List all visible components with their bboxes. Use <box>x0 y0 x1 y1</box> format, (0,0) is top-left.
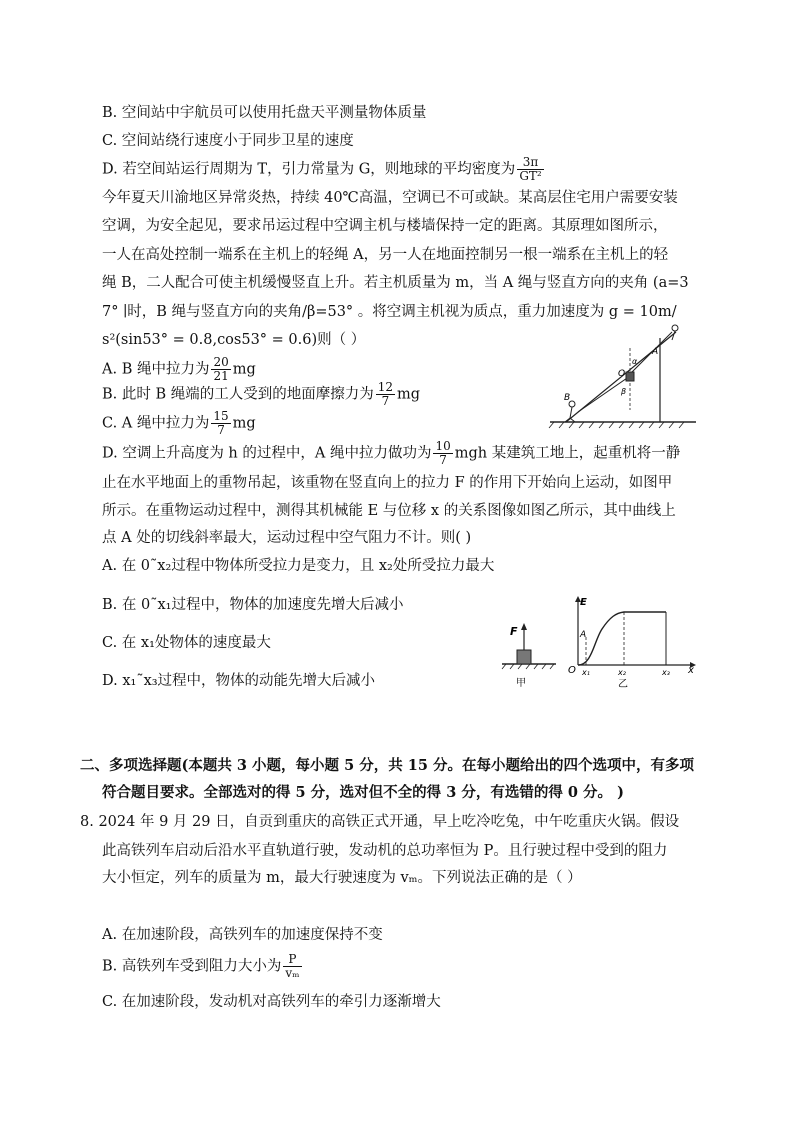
fig-label-yi: 乙 <box>618 679 628 689</box>
fig-label-alpha: α <box>632 357 638 366</box>
prev-option-c: C. 空间站绕行速度小于同步卫星的速度 <box>102 133 354 149</box>
fig-label-o-origin: O <box>568 665 576 676</box>
fig-label-o: O <box>618 369 626 379</box>
fig-label-e: E <box>580 597 587 608</box>
q6-line-5: 7° ∣时，B 绳与竖直方向的夹角/β=53° 。将空调主机视为质点，重力加速度为 g = 10m/ <box>102 304 677 320</box>
fig-label-f: F <box>510 625 518 638</box>
q6-option-d: D. 空调上升高度为 h 的过程中，A 绳中拉力做功为 $\frac{10}{7}$ mgh 某建筑工地上，起重机将一静 <box>102 439 681 467</box>
section2-heading-line-2: 符合题目要求。全部选对的得 5 分，选对但不全的得 3 分，有选错的得 0 分。 ) <box>102 784 624 801</box>
prev-option-d-text: D. 若空间站运行周期为 T，引力常量为 G，则地球的平均密度为 <box>102 161 516 178</box>
fig-label-jia: 甲 <box>516 678 526 689</box>
fig-label-point-a: A <box>580 630 587 640</box>
prev-option-b: B. 空间站中宇航员可以使用托盘天平测量物体质量 <box>102 105 427 121</box>
fig-label-x2: x₂ <box>618 668 626 677</box>
fig-label-b: B <box>564 393 571 403</box>
q6-option-b: B. 此时 B 绳端的工人受到的地面摩擦力为 $\frac{12}{7}$ mg <box>102 380 421 408</box>
q7-figure-yi <box>564 593 698 689</box>
section2-heading-line-1: 二、多项选择题(本题共 3 小题，每小题 5 分，共 15 分。在每小题给出的四个选项中，有多项 <box>80 757 695 774</box>
q7-figure-jia <box>496 620 562 690</box>
q7-line-2: 所示。在重物运动过程中，测得其机械能 E 与位移 x 的关系图像如图乙所示，其中曲线上 <box>102 503 676 519</box>
q7-option-d: D. x₁˜x₃过程中，物体的动能先增大后减小 <box>102 673 376 689</box>
q6-line-2: 空调，为安全起见，要求吊运过程中空调主机与楼墙保持一定的距离。其原理如图所示， <box>102 218 668 234</box>
q6-line-4: 绳 B，二人配合可使主机缓慢竖直上升。若主机质量为 m，当 A 绳与竖直方向的夹角 (a=3 <box>102 275 689 291</box>
prev-option-d <box>102 156 546 183</box>
q6-line-3: 一人在高处控制一端系在主机上的轻绳 A，另一人在地面控制另一根一端系在主机上的轻 <box>102 247 669 263</box>
q7-option-b: B. 在 0˜x₁过程中，物体的加速度先增大后减小 <box>102 597 404 613</box>
q7-line-1: 止在水平地面上的重物吊起，该重物在竖直向上的拉力 F 的作用下开始向上运动，如图甲 <box>102 475 673 491</box>
q6-rope-diagram <box>548 318 698 430</box>
fig-label-beta: β <box>621 387 627 396</box>
q8-option-c: C. 在加速阶段，发动机对高铁列车的牵引力逐渐增大 <box>102 994 441 1010</box>
fig-label-a: A <box>652 347 659 357</box>
density-fraction: $\frac{3\pi}{\text{GT²}}$ <box>519 155 542 183</box>
q6-line-6: s²(sin53° = 0.8,cos53° = 0.6)则（ ） <box>102 332 366 348</box>
q8-line-1: 8. 2024 年 9 月 29 日，自贡到重庆的高铁正式开通，早上吃冷吃兔，中午吃重庆火锅。假设 <box>80 814 680 830</box>
fig-label-x1: x₁ <box>582 668 590 677</box>
q8-line-2: 此高铁列车启动后沿水平直轨道行驶，发动机的总功率恒为 P。且行驶过程中受到的阻力 <box>102 843 668 859</box>
q8-option-b: B. 高铁列车受到阻力大小为 $\frac{P}{\text{vₘ}}$ <box>102 952 300 980</box>
q7-option-c: C. 在 x₁处物体的速度最大 <box>102 635 271 651</box>
q6-option-c: C. A 绳中拉力为 $\frac{15}{7}$ mg <box>102 409 256 437</box>
resistance-fraction: $\frac{P}{\text{vₘ}}$ <box>285 952 300 980</box>
q8-line-3: 大小恒定，列车的质量为 m，最大行驶速度为 vₘ。下列说法正确的是（ ） <box>102 870 582 886</box>
q7-option-a: A. 在 0˜x₂过程中物体所受拉力是变力，且 x₂处所受拉力最大 <box>102 558 495 574</box>
q6-line-1: 今年夏天川渝地区异常炎热，持续 40℃高温，空调已不可或缺。某高层住宅用户需要安装 <box>102 190 678 206</box>
fig-label-x3: x₃ <box>662 668 670 677</box>
q6-option-a: A. B 绳中拉力为 $\frac{20}{21}$ mg <box>102 355 256 383</box>
q8-option-a: A. 在加速阶段，高铁列车的加速度保持不变 <box>102 927 383 943</box>
q7-line-3: 点 A 处的切线斜率最大，运动过程中空气阻力不计。则( ) <box>102 530 472 546</box>
fig-label-x-axis: x <box>688 665 694 676</box>
